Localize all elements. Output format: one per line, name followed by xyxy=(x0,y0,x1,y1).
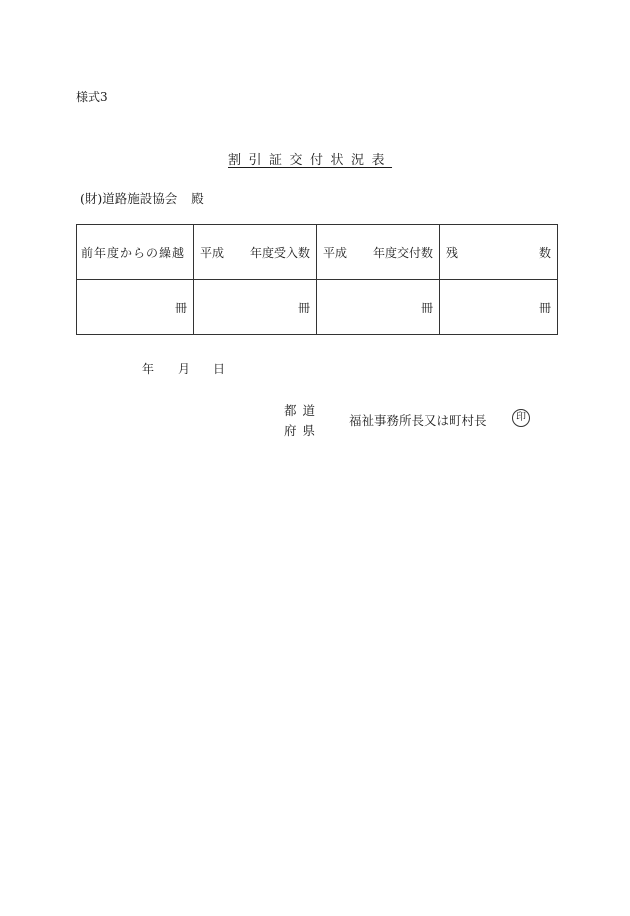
header-issued-label: 年度交付数 xyxy=(372,245,433,260)
form-number: 様式3 xyxy=(76,90,108,104)
addressee-org-prefix: (財) xyxy=(80,191,103,206)
unit-label: 冊 xyxy=(420,300,433,315)
header-carryover xyxy=(77,225,194,280)
addressee xyxy=(80,189,204,207)
official-title: 福祉事務所長又は町村長 xyxy=(349,413,487,428)
date-day-label: 日 xyxy=(213,362,226,376)
cell-carryover-value[interactable] xyxy=(77,280,194,335)
header-issued-era: 平成 xyxy=(323,245,348,260)
page-title: 割引証交付状況表 xyxy=(228,153,393,168)
header-remaining xyxy=(440,225,558,280)
prefecture-line-2: 府県 xyxy=(284,423,322,438)
unit-label: 冊 xyxy=(297,300,310,315)
header-received-era: 平成 xyxy=(200,245,225,260)
header-remaining-right: 数 xyxy=(538,245,551,260)
addressee-honorific: 殿 xyxy=(191,191,204,206)
addressee-org-name: 道路施設協会 xyxy=(102,191,178,206)
header-received-label: 年度受入数 xyxy=(249,245,310,260)
unit-label: 冊 xyxy=(538,300,551,315)
cell-received-value[interactable] xyxy=(194,280,317,335)
table-header-row xyxy=(77,225,558,280)
date-month-label: 月 xyxy=(178,362,191,376)
cell-remaining-value[interactable] xyxy=(440,280,558,335)
header-carryover-label: 前年度からの繰越 xyxy=(81,245,186,260)
header-issued xyxy=(317,225,440,280)
prefecture-line-1: 都道 xyxy=(284,403,322,418)
table-row xyxy=(77,280,558,335)
seal-icon: 印 xyxy=(512,409,530,427)
header-remaining-left: 残 xyxy=(446,245,459,260)
unit-label: 冊 xyxy=(174,300,187,315)
cell-issued-value[interactable] xyxy=(317,280,440,335)
date-year-label: 年 xyxy=(142,362,155,376)
status-table xyxy=(76,224,558,335)
header-received xyxy=(194,225,317,280)
